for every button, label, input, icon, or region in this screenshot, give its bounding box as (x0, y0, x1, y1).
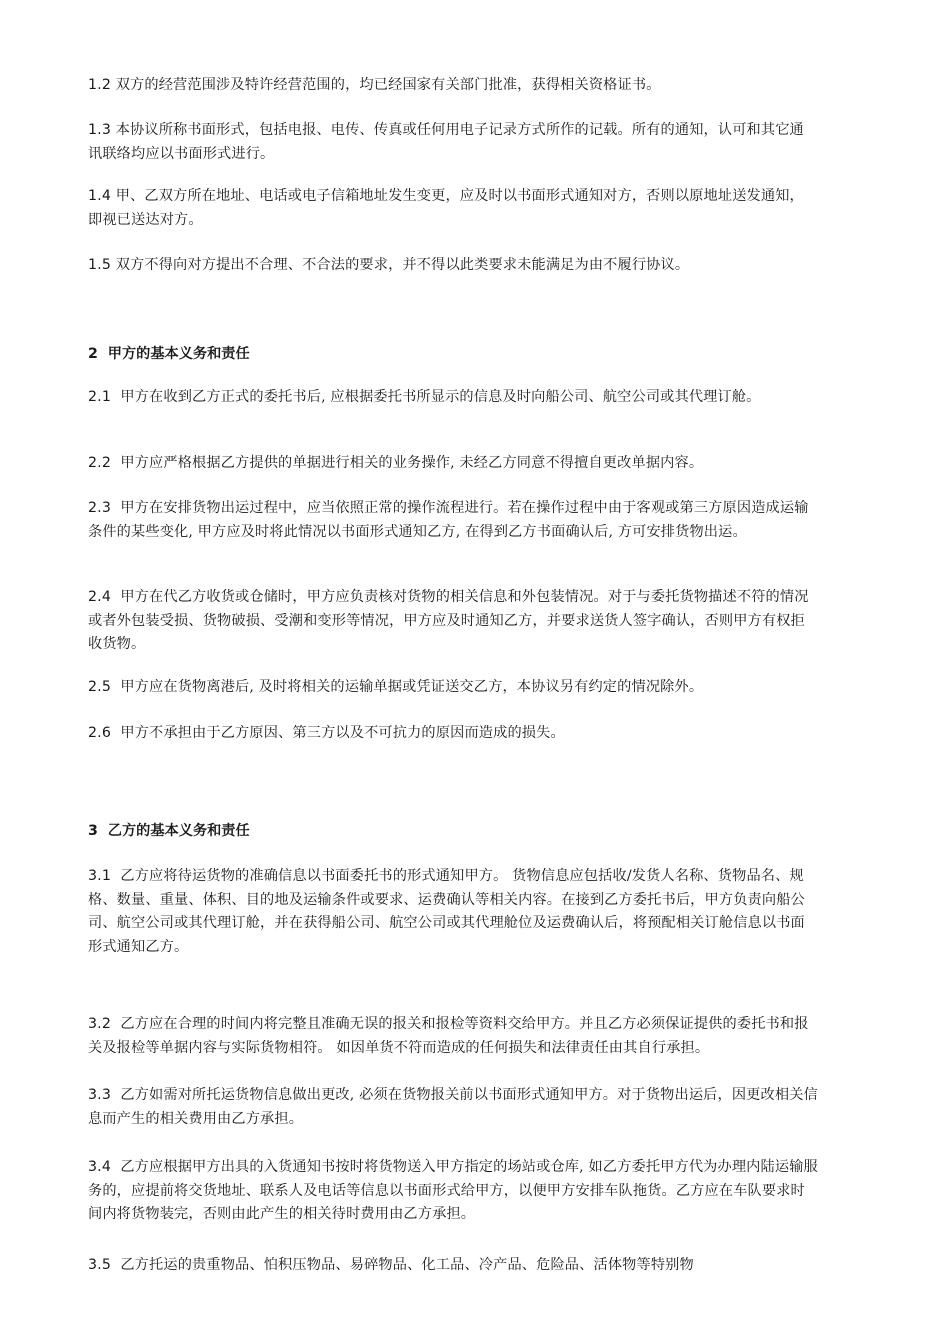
clause-2-2 (88, 452, 818, 476)
clause-number: 3.4 (88, 1159, 112, 1175)
clause-text: 双方不得向对方提出不合理、不合法的要求，并不得以此类要求未能满足为由不履行协议。 (115, 257, 690, 273)
clause-number: 3.2 (88, 1016, 112, 1032)
section-heading-2 (88, 343, 250, 365)
clause-number: 2.2 (88, 455, 112, 471)
clause-text: 甲方应严格根据乙方提供的单据进行相关的业务操作, 未经乙方同意不得擅自更改单据内容。 (120, 455, 704, 471)
clause-text: 甲方不承担由于乙方原因、第三方以及不可抗力的原因而造成的损失。 (120, 725, 565, 741)
clause-number: 3.5 (88, 1257, 112, 1273)
clause-3-5 (88, 1254, 818, 1278)
section-number: 2 (88, 346, 98, 362)
clause-number: 2.4 (88, 589, 112, 605)
clause-text: 甲方在收到乙方正式的委托书后, 应根据委托书所显示的信息及时向船公司、航空公司或其代理订舱。 (120, 389, 761, 405)
clause-1-2 (88, 74, 818, 98)
clause-3-2 (88, 1013, 818, 1060)
clause-number: 2.5 (88, 679, 112, 695)
clause-2-5 (88, 676, 818, 700)
clause-text: 乙方托运的贵重物品、怕积压物品、易碎物品、化工品、冷产品、危险品、活体物等特别物 (120, 1257, 694, 1273)
clause-1-5 (88, 254, 818, 278)
section-title: 甲方的基本义务和责任 (107, 346, 250, 362)
section-number: 3 (88, 823, 98, 839)
clause-3-1 (88, 865, 818, 959)
clause-text: 甲方在安排货物出运过程中，应当依照正常的操作流程进行。若在操作过程中由于客观或第三方原因造成运输条件的某些变化, 甲方应及时将此情况以书面形式通知乙方, 在得到乙方书面确认后, 方可安排货物出运。 (88, 500, 809, 540)
clause-text: 本协议所称书面形式，包括电报、电传、传真或任何用电子记录方式所作的记载。所有的通知，认可和其它通讯联络均应以书面形式进行。 (88, 122, 804, 162)
clause-text: 乙方应根据甲方出具的入货通知书按时将货物送入甲方指定的场站或仓库, 如乙方委托甲方代为办理内陆运输服务的，应提前将交货地址、联系人及电话等信息以书面形式给甲方，以便甲方安排车队拖货。乙方应在车队要求时间内将货物装完，否则由此产生的相关待时费用由乙方承担。 (88, 1159, 818, 1222)
clause-number: 3.1 (88, 868, 112, 884)
clause-number: 1.5 (88, 257, 112, 273)
clause-1-3 (88, 119, 818, 166)
clause-2-6 (88, 722, 818, 746)
clause-number: 2.3 (88, 500, 112, 516)
clause-text: 乙方应将待运货物的准确信息以书面委托书的形式通知甲方。 货物信息应包括收/发货人名称、货物品名、规格、数量、重量、体积、目的地及运输条件或要求、运费确认等相关内容。在接到乙方委托书后，甲方负责向船公司、航空公司或其代理订舱，并在获得船公司、航空公司或其代理舱位及运费确认后，将预配相关订舱信息以书面形式通知乙方。 (88, 868, 805, 955)
clause-text: 乙方如需对所托运货物信息做出更改, 必须在货物报关前以书面形式通知甲方。对于货物出运后，因更改相关信息而产生的相关费用由乙方承担。 (88, 1087, 818, 1127)
clause-number: 1.3 (88, 122, 112, 138)
clause-number: 3.3 (88, 1087, 112, 1103)
clause-1-4 (88, 185, 818, 232)
clause-3-4 (88, 1156, 818, 1227)
clause-number: 1.2 (88, 77, 112, 93)
clause-3-3 (88, 1084, 818, 1131)
clause-text: 甲方在代乙方收货或仓储时，甲方应负责核对货物的相关信息和外包装情况。对于与委托货物描述不符的情况或者外包装受损、货物破损、受潮和变形等情况，甲方应及时通知乙方，并要求送货人签字确认，否则甲方有权拒收货物。 (88, 589, 809, 652)
clause-number: 1.4 (88, 188, 112, 204)
clause-2-3 (88, 497, 818, 544)
clause-2-1 (88, 386, 818, 410)
clause-number: 2.6 (88, 725, 112, 741)
clause-text: 乙方应在合理的时间内将完整且准确无误的报关和报检等资料交给甲方。并且乙方必须保证提供的委托书和报关及报检等单据内容与实际货物相符。 如因单货不符而造成的任何损失和法律责任由其自行承担。 (88, 1016, 809, 1056)
clause-2-4 (88, 586, 818, 657)
clause-number: 2.1 (88, 389, 112, 405)
clause-text: 双方的经营范围涉及特许经营范围的，均已经国家有关部门批准，获得相关资格证书。 (115, 77, 661, 93)
section-title: 乙方的基本义务和责任 (107, 823, 250, 839)
clause-text: 甲、乙双方所在地址、电话或电子信箱地址发生变更，应及时以书面形式通知对方，否则以原地址送发通知，即视已送达对方。 (88, 188, 804, 228)
section-heading-3 (88, 820, 250, 842)
clause-text: 甲方应在货物离港后, 及时将相关的运输单据或凭证送交乙方，本协议另有约定的情况除外。 (120, 679, 704, 695)
